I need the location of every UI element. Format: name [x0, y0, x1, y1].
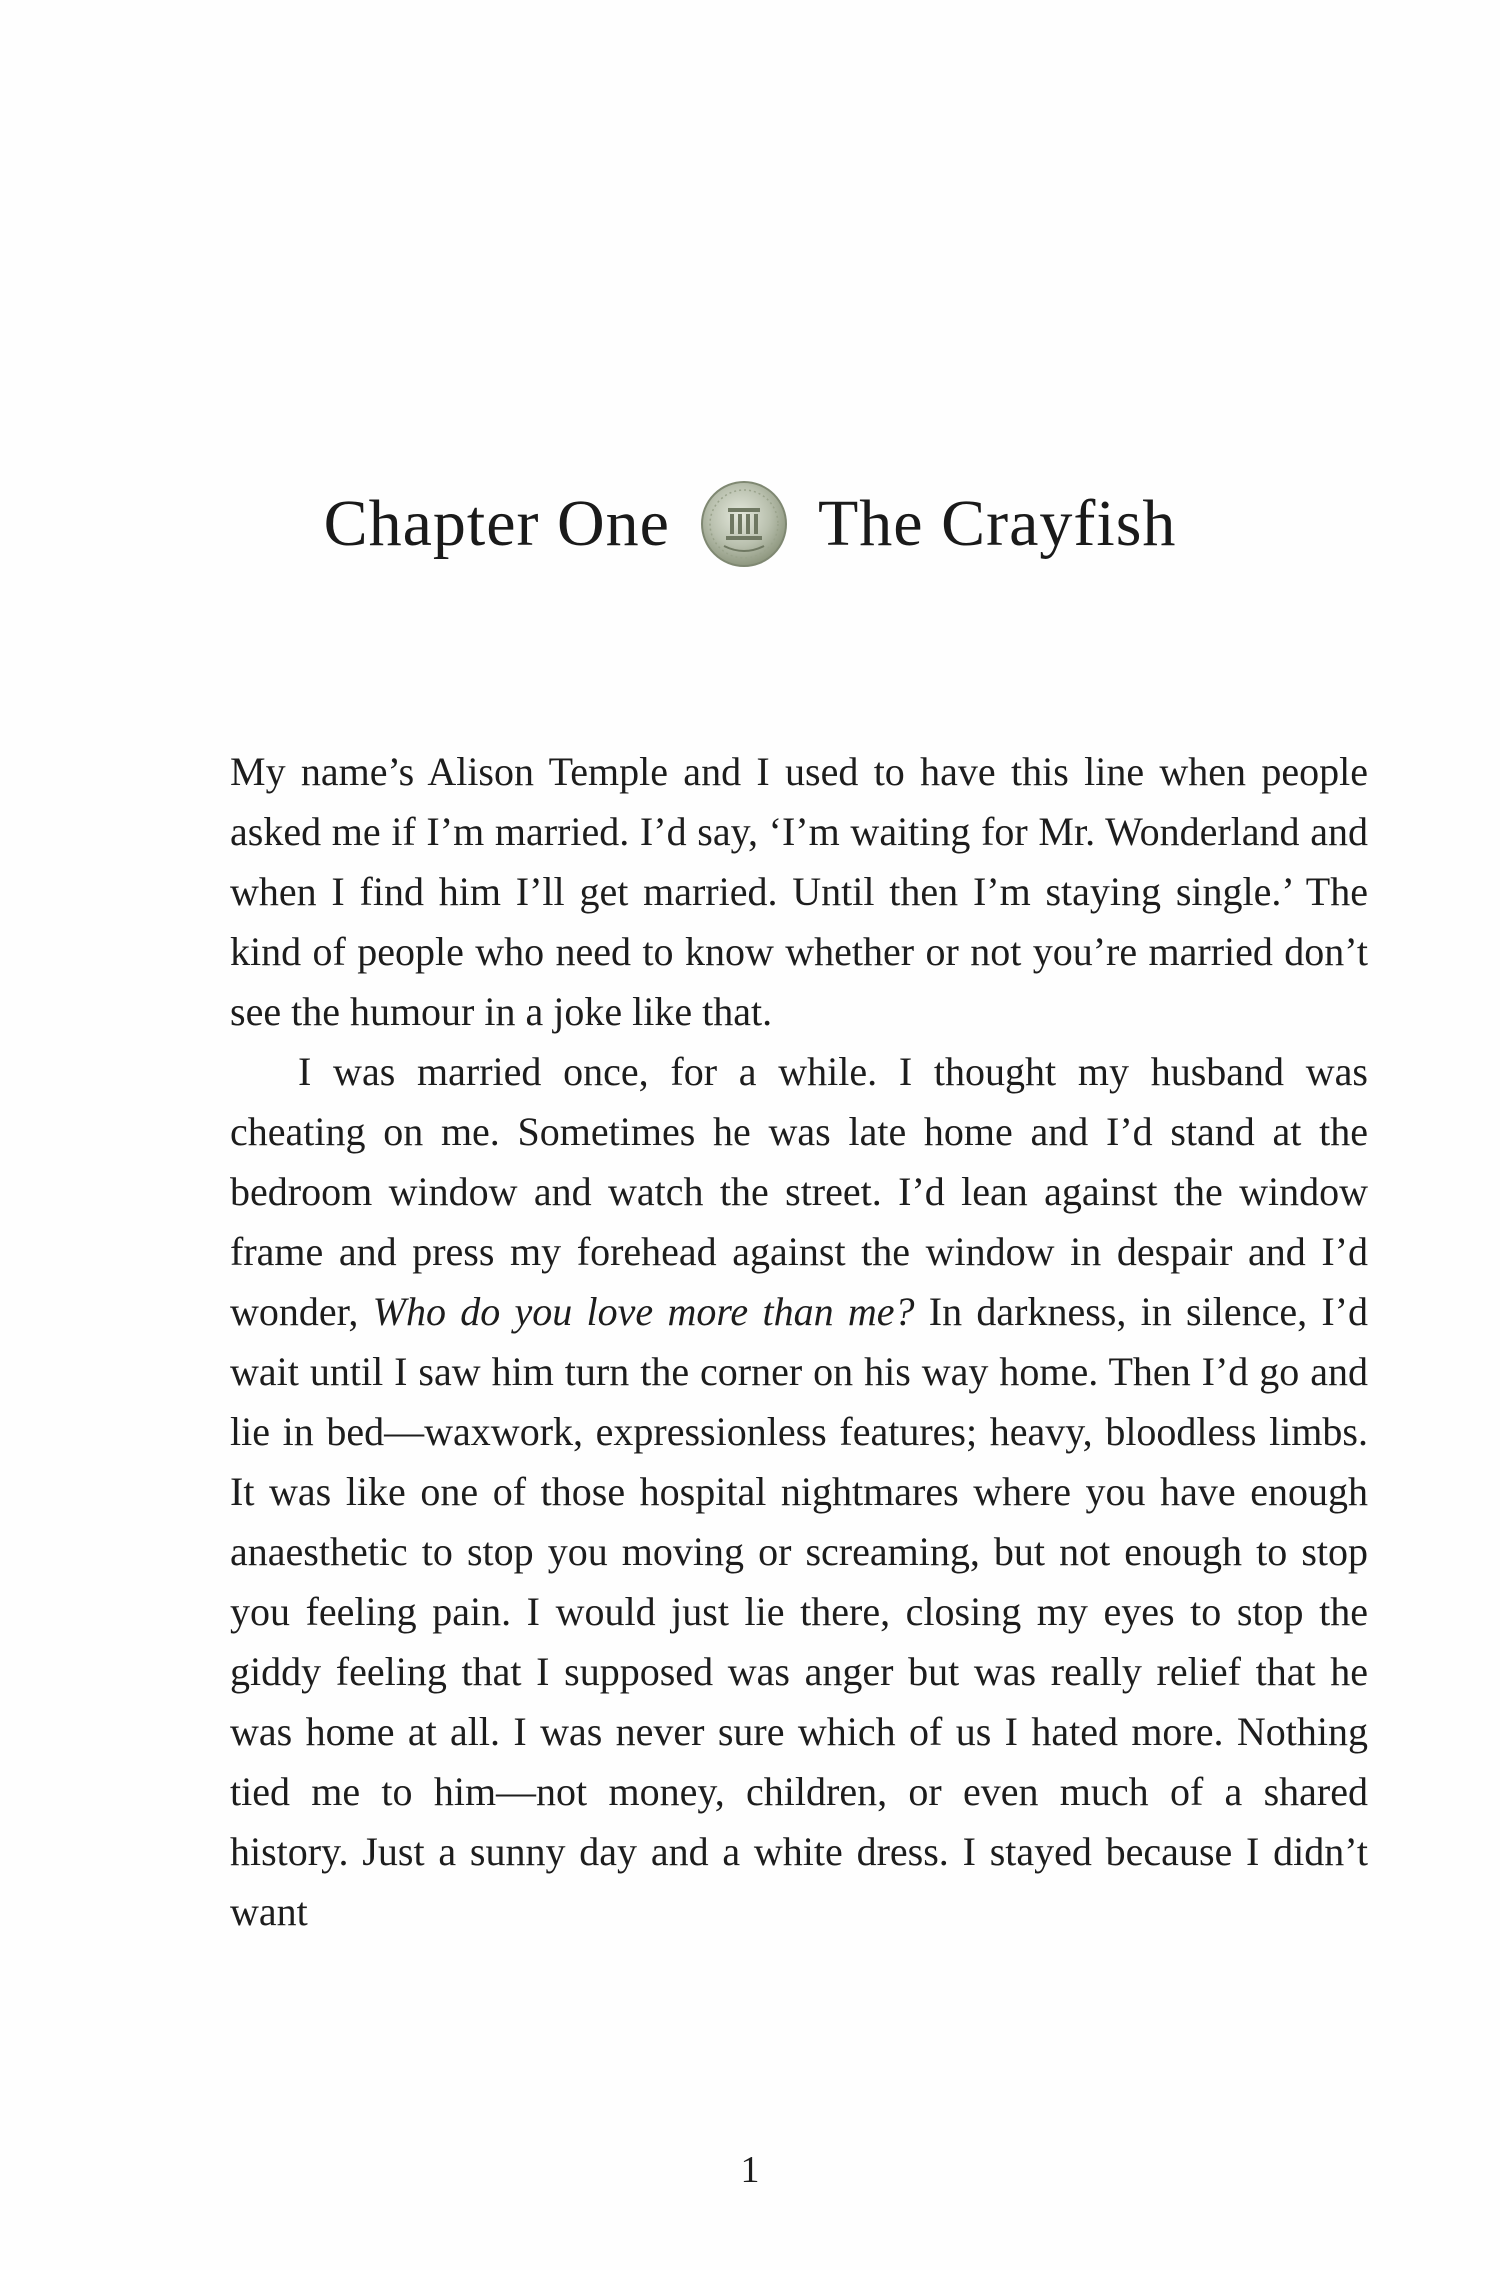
chapter-heading	[0, 478, 1500, 570]
chapter-title: The Crayfish	[817, 487, 1177, 560]
page-number: 1	[740, 2149, 760, 2191]
paragraph-2	[230, 1042, 1368, 1942]
coin-seal-icon	[698, 478, 790, 570]
paragraph-2-italic: Who do you love more than me?	[372, 1289, 915, 1334]
paragraph-2-text-b: In darkness, in silence, I’d wait until I saw him turn the corner on his way home. Then I’d go and lie in bed—waxwork, expressionless features; heavy, bloodless limbs. It was like one of those hospital nightmares where you have enough anaesthetic to stop you moving or screaming, but not enough to stop you feeling pain. I would just lie there, closing my eyes to stop the giddy feeling that I supposed was anger but was really relief that he was home at all. I was never sure which of us I hated more. Nothing tied me to him—not money, children, or even much of a shared history. Just a sunny day and a white dress. I stayed because I didn’t want	[230, 1289, 1368, 1934]
paragraph-1-text: My name’s Alison Temple and I used to have this line when people asked me if I’m married. I’d say, ‘I’m waiting for Mr. Wonderland and when I find him I’ll get married. Until then I’m staying single.’ The kind of people who need to know whether or not you’re married don’t see the humour in a joke like that.	[230, 749, 1368, 1034]
paragraph-2-text-a: I was married once, for a while. I thought my husband was cheating on me. Sometimes he was late home and I’d stand at the bedroom window and watch the street. I’d lean against the window frame and press my forehead against the window in despair and I’d wonder,	[230, 1049, 1368, 1334]
chapter-label: Chapter One	[323, 487, 670, 560]
body-text	[230, 742, 1368, 1942]
paragraph-1	[230, 742, 1368, 1042]
